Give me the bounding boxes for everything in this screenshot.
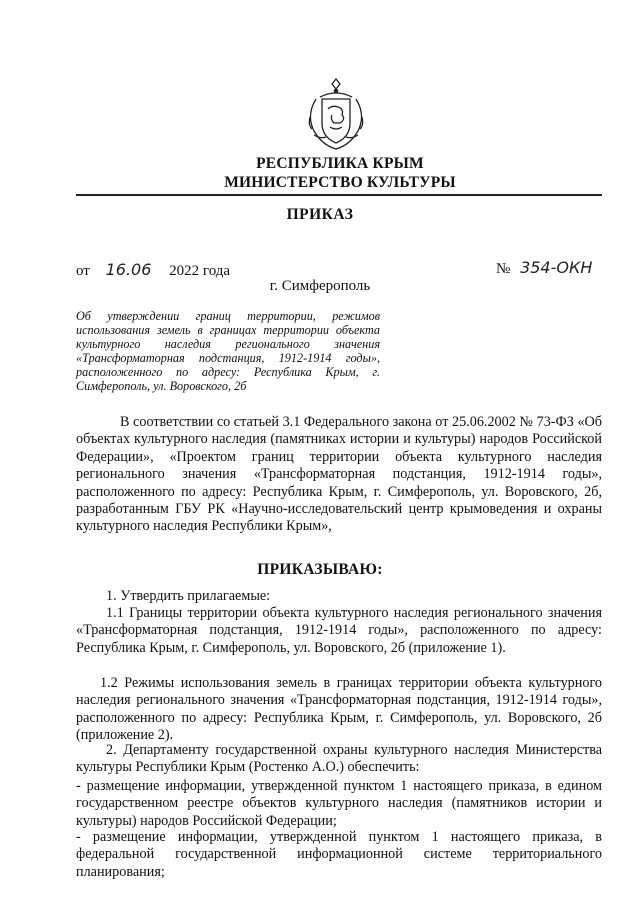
item-2-bullet-1: - размещение информации, утвержденной пунктом 1 настоящего приказа, в едином государственном реестре объектов культурного наследия (памятников истории и культуры) народов Российской Федерации; xyxy=(76,778,602,829)
preamble-paragraph: В соответствии со статьей 3.1 Федерального закона от 25.06.2002 № 73-ФЗ «Об объектах культурного наследия (памятниках истории и культуры) народов Российской Федерации», «Проектом границ территории объекта культурного наследия регионального значения «Трансформаторная подстанция, 1912-1914 годы», расположенного по адресу: Республика Крым, г. Симферополь, ул. Воровского, 2б, разработанным ГБУ РК «Научно-исследовательский центр крымоведения и охраны культурного наследия Республики Крым», xyxy=(76,414,602,535)
header-divider xyxy=(76,194,602,196)
document-type-title: ПРИКАЗ xyxy=(286,206,354,223)
org-line-republic: РЕСПУБЛИКА КРЫМ xyxy=(256,155,424,172)
order-date xyxy=(76,260,230,280)
org-line-ministry: МИНИСТЕРСТВО КУЛЬТУРЫ xyxy=(224,174,456,191)
item-1-1: 1.1 Границы территории объекта культурного наследия регионального значения «Трансформаторная подстанция, 1912-1914 годы», расположенного по адресу: Республика Крым, г. Симферополь, ул. Воровского, 2б (приложение 1). xyxy=(76,605,602,656)
order-number xyxy=(496,258,592,278)
city: г. Симферополь xyxy=(269,278,371,294)
date-year: 2022 года xyxy=(169,263,231,279)
order-directive-heading: ПРИКАЗЫВАЮ: xyxy=(257,561,383,578)
handwritten-number: 354-ОКН xyxy=(520,258,593,277)
order-subject: Об утверждении границ территории, режимов использования земель в границах территории объекта культурного наследия регионального значения «Трансформаторная подстанция, 1912-1914 годы», расположенного по адресу: Республика Крым, г. Симферополь, ул. Воровского, 2б xyxy=(76,309,380,394)
date-prefix: от xyxy=(76,263,90,279)
item-1: 1. Утвердить прилагаемые: xyxy=(106,588,271,604)
item-2-bullet-2: - размещение информации, утвержденной пунктом 1 настоящего приказа, в федеральной государственной информационной системе территориального планирования; xyxy=(76,829,602,880)
number-sign: № xyxy=(496,261,511,277)
crimea-coat-of-arms-icon xyxy=(300,75,372,153)
item-2: 2. Департаменту государственной охраны культурного наследия Министерства культуры Республики Крым (Ростенко А.О.) обеспечить: xyxy=(76,742,602,776)
handwritten-date: 16.06 xyxy=(105,260,152,279)
item-1-2: 1.2 Режимы использования земель в границах территории объекта культурного наследия регионального значения «Трансформаторная подстанция, 1912-1914 годы», расположенного по адресу: Республика Крым, г. Симферополь, ул. Воровского, 2б (приложение 2). xyxy=(76,675,602,744)
